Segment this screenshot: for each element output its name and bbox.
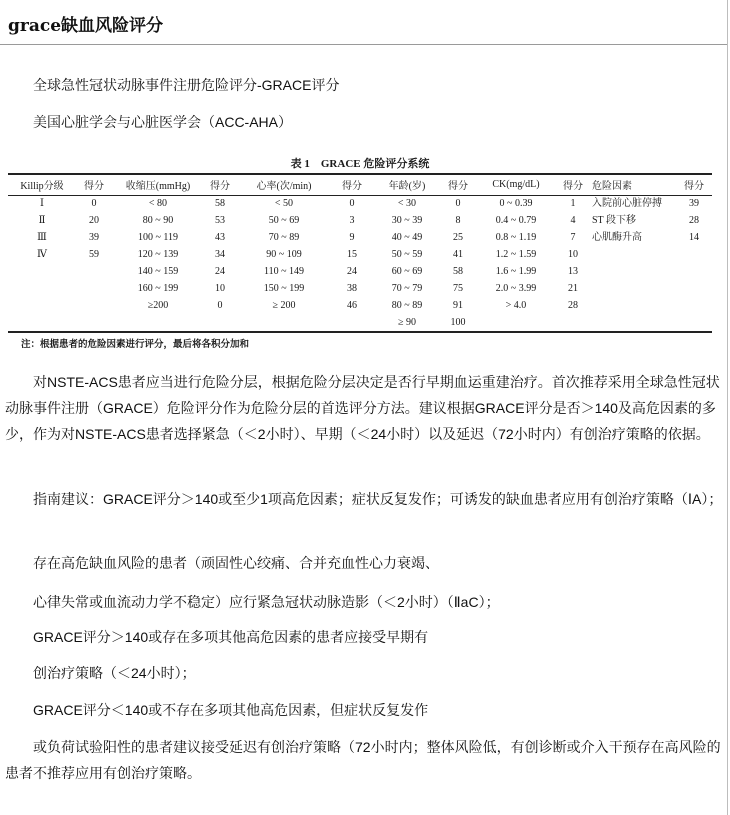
table-cell: 心肌酶升高: [592, 232, 642, 243]
table-row: [8, 195, 712, 212]
header-ck: CK(mg/dL): [492, 179, 540, 190]
table-cell: [8, 263, 76, 280]
table-cell: < 80: [148, 198, 168, 209]
table-cell: 150 ~ 199: [263, 283, 305, 294]
paragraph-delayed-2: 或负荷试验阳性的患者建议接受延迟有创治疗策略（72小时内；整体风险低，有创诊断或介入干预存在高风险的患者不推荐应用有创治疗策略。: [5, 739, 721, 781]
table-cell: 13: [568, 266, 578, 277]
table-row: [8, 263, 712, 280]
table-cell: 20: [89, 215, 99, 226]
table-note: 注：根据患者的危险因素进行评分，最后将各积分加和: [21, 339, 250, 350]
table-cell: 1.2 ~ 1.59: [495, 249, 537, 260]
table-cell: 53: [215, 215, 225, 226]
table-cell: [76, 314, 112, 331]
table-cell: 50 ~ 69: [268, 215, 300, 226]
table-row: [8, 280, 712, 297]
table-cell: 28: [568, 300, 578, 311]
header-risk-factor: 危险因素: [592, 181, 632, 192]
table-cell: Ⅰ: [40, 198, 44, 209]
table-cell: [236, 314, 332, 331]
table-cell: 2.0 ~ 3.99: [495, 283, 537, 294]
table-cell: 9: [349, 232, 355, 243]
table-cell: < 50: [274, 198, 294, 209]
table-cell: 50 ~ 59: [391, 249, 423, 260]
paragraph-early-1: GRACE评分＞140或存在多项其他高危因素的患者应接受早期有: [33, 629, 429, 645]
table-cell: 10: [215, 283, 225, 294]
table-cell: [474, 314, 558, 331]
header-systolic-bp: 收缩压(mmHg): [125, 181, 191, 192]
table-cell: ST 段下移: [592, 215, 636, 226]
table-cell: ≥200: [147, 300, 169, 311]
table-cell: 1: [570, 198, 576, 209]
table-cell: 4: [570, 215, 576, 226]
table-cell: 0: [349, 198, 355, 209]
table-cell: 1.6 ~ 1.99: [495, 266, 537, 277]
table-cell: 46: [347, 300, 357, 311]
table-header-row: [8, 174, 712, 195]
table-cell: 58: [453, 266, 463, 277]
table-cell: 7: [570, 232, 576, 243]
table-cell: [676, 314, 712, 331]
table-cell: 40 ~ 49: [391, 232, 423, 243]
table-cell: 30 ~ 39: [391, 215, 423, 226]
table-cell: 0 ~ 0.39: [499, 198, 533, 209]
table-cell: < 30: [397, 198, 417, 209]
table-cell: 0.8 ~ 1.19: [495, 232, 537, 243]
table-cell: 21: [568, 283, 578, 294]
table-cell: 39: [689, 198, 699, 209]
table-row: [8, 314, 712, 331]
table-cell: Ⅱ: [38, 215, 46, 226]
table-cell: 14: [689, 232, 699, 243]
right-border: [727, 0, 728, 815]
header-score: 得分: [563, 181, 583, 192]
table-cell: [588, 314, 676, 331]
table-cell: 34: [215, 249, 225, 260]
table-cell: 入院前心脏停搏: [592, 198, 662, 209]
table-cell: 160 ~ 199: [137, 283, 179, 294]
table-cell: [8, 314, 76, 331]
table-cell: 70 ~ 89: [268, 232, 300, 243]
table-cell: 28: [689, 215, 699, 226]
table-cell: 120 ~ 139: [137, 249, 179, 260]
table-row: [8, 297, 712, 314]
table-cell: [676, 246, 712, 263]
table-cell: [676, 297, 712, 314]
table-cell: Ⅲ: [37, 232, 47, 243]
header-score: 得分: [342, 181, 362, 192]
paragraph-early-2: 创治疗策略（＜24小时）；: [33, 665, 196, 681]
table-cell: 24: [215, 266, 225, 277]
table-cell: > 4.0: [505, 300, 527, 311]
table-cell: [332, 314, 372, 331]
table-cell: 91: [453, 300, 463, 311]
table-cell: 58: [215, 198, 225, 209]
table-cell: 70 ~ 79: [391, 283, 423, 294]
table-row: [8, 246, 712, 263]
grace-score-table: [8, 174, 712, 331]
page-title: grace缺血风险评分: [8, 16, 164, 36]
table-cell: 80 ~ 90: [142, 215, 174, 226]
table-cell: [112, 314, 204, 331]
header-score: 得分: [448, 181, 468, 192]
paragraph-delayed-1: GRACE评分＜140或不存在多项其他高危因素，但症状反复发作: [33, 702, 429, 718]
table-cell: [76, 263, 112, 280]
table-cell: 43: [215, 232, 225, 243]
table-cell: [558, 314, 588, 331]
table-cell: [588, 263, 676, 280]
table-cell: [676, 280, 712, 297]
table-cell: ≥ 200: [272, 300, 296, 311]
table-cell: 80 ~ 89: [391, 300, 423, 311]
table-body: [8, 195, 712, 331]
table-cell: 24: [347, 266, 357, 277]
table-cell: 3: [349, 215, 355, 226]
table-cell: 0.4 ~ 0.79: [495, 215, 537, 226]
table-cell: 38: [347, 283, 357, 294]
paragraph-high-risk-2: 心律失常或血流动力学不稳定）应行紧急冠状动脉造影（＜2小时）（ⅡaC）；: [33, 594, 500, 610]
table-cell: [8, 280, 76, 297]
intro-line-1: 全球急性冠状动脉事件注册危险评分-GRACE评分: [33, 77, 340, 93]
table-cell: [76, 297, 112, 314]
table-cell: [204, 314, 236, 331]
table-cell: 15: [347, 249, 357, 260]
grace-table-figure: [8, 152, 712, 352]
table-cell: 0: [91, 198, 97, 209]
table-bottom-rule: [8, 331, 712, 333]
table-cell: 8: [455, 215, 461, 226]
table-cell: 39: [89, 232, 99, 243]
table-cell: 60 ~ 69: [391, 266, 423, 277]
table-cell: 100 ~ 119: [137, 232, 179, 243]
table-cell: [8, 297, 76, 314]
paragraph-risk-stratification: 对NSTE-ACS患者应当进行危险分层，根据危险分层决定是否行早期血运重建治疗。首次推荐采用全球急性冠状动脉事件注册（GRACE）危险评分作为危险分层的首选评分方法。建议根据GRACE评分是否＞140及高危因素的多少，作为对NSTE-ACS患者选择紧急（＜2小时）、早期（＜24小时）以及延迟（72小时内）有创治疗策略的依据。: [5, 374, 720, 442]
table-cell: Ⅳ: [37, 249, 47, 260]
table-cell: ≥ 90: [398, 317, 416, 328]
paragraph-high-risk-1: 存在高危缺血风险的患者（顽固性心绞痛、合并充血性心力衰竭、: [33, 555, 439, 571]
table-cell: 110 ~ 149: [263, 266, 305, 277]
table-cell: 59: [89, 249, 99, 260]
table-title: 表 1 GRACE 危险评分系统: [290, 158, 430, 170]
table-cell: 100: [450, 317, 466, 328]
table-cell: [76, 280, 112, 297]
table-cell: 75: [453, 283, 463, 294]
header-age: 年龄(岁): [388, 181, 426, 192]
table-row: [8, 229, 712, 246]
table-cell: [588, 280, 676, 297]
intro-line-2: 美国心脏学会与心脏医学会（ACC-AHA）: [33, 114, 293, 130]
header-heart-rate: 心率(次/min): [256, 181, 312, 192]
table-cell: [588, 246, 676, 263]
table-row: [8, 212, 712, 229]
header-score: 得分: [210, 181, 230, 192]
table-cell: 10: [568, 249, 578, 260]
page-header: [0, 0, 727, 45]
table-cell: [588, 297, 676, 314]
table-cell: 90 ~ 109: [266, 249, 302, 260]
header-score: 得分: [84, 181, 104, 192]
table-cell: 0: [455, 198, 461, 209]
header-killip: Killip分级: [20, 181, 64, 192]
table-cell: 0: [217, 300, 223, 311]
table-cell: [676, 263, 712, 280]
table-cell: 41: [453, 249, 463, 260]
table-cell: 140 ~ 159: [137, 266, 179, 277]
paragraph-guideline: 指南建议：GRACE评分＞140或至少1项高危因素；症状反复发作；可诱发的缺血患者应用有创治疗策略（ⅠA）；: [33, 491, 723, 507]
header-score: 得分: [684, 181, 704, 192]
table-cell: 25: [453, 232, 463, 243]
